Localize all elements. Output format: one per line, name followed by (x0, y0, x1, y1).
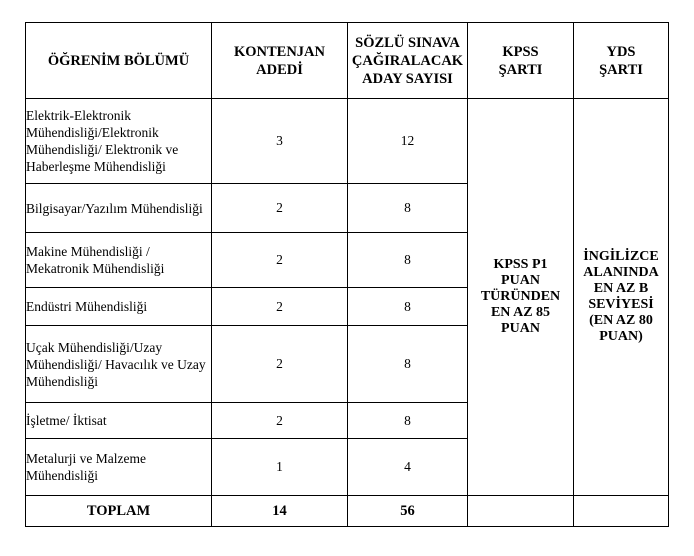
header-quota: KONTENJAN ADEDİ (212, 23, 348, 99)
quota-cell: 2 (212, 233, 348, 288)
candidates-cell: 8 (348, 184, 468, 233)
candidates-cell: 8 (348, 233, 468, 288)
department-cell: Makine Mühendisliği / Mekatronik Mühendisliği (26, 233, 212, 288)
quota-cell: 2 (212, 288, 348, 326)
quota-cell: 2 (212, 326, 348, 403)
department-cell: Bilgisayar/Yazılım Mühendisliği (26, 184, 212, 233)
quota-cell: 1 (212, 439, 348, 496)
candidates-cell: 4 (348, 439, 468, 496)
header-department: ÖĞRENİM BÖLÜMÜ (26, 23, 212, 99)
candidates-cell: 8 (348, 326, 468, 403)
candidates-cell: 12 (348, 99, 468, 184)
total-quota: 14 (212, 496, 348, 527)
header-kpss: KPSS ŞARTI (468, 23, 574, 99)
header-yds: YDS ŞARTI (574, 23, 669, 99)
quota-table (25, 22, 669, 527)
kpss-requirement-cell: KPSS P1 PUAN TÜRÜNDEN EN AZ 85 PUAN (468, 99, 574, 496)
total-candidates: 56 (348, 496, 468, 527)
department-cell: İşletme/ İktisat (26, 403, 212, 439)
quota-cell: 2 (212, 403, 348, 439)
quota-cell: 3 (212, 99, 348, 184)
department-cell: Metalurji ve Malzeme Mühendisliği (26, 439, 212, 496)
total-row (26, 496, 669, 527)
department-cell: Endüstri Mühendisliği (26, 288, 212, 326)
total-yds-empty (574, 496, 669, 527)
yds-requirement-cell: İNGİLİZCE ALANINDA EN AZ B SEVİYESİ (EN AZ 80 PUAN) (574, 99, 669, 496)
department-cell: Elektrik-Elektronik Mühendisliği/Elektronik Mühendisliği/ Elektronik ve Haberleşme Mühendisliği (26, 99, 212, 184)
header-row (26, 23, 669, 99)
total-label: TOPLAM (26, 496, 212, 527)
candidates-cell: 8 (348, 403, 468, 439)
department-cell: Uçak Mühendisliği/Uzay Mühendisliği/ Havacılık ve Uzay Mühendisliği (26, 326, 212, 403)
table-row (26, 99, 669, 184)
quota-cell: 2 (212, 184, 348, 233)
candidates-cell: 8 (348, 288, 468, 326)
total-kpss-empty (468, 496, 574, 527)
header-candidates: SÖZLÜ SINAVA ÇAĞIRALACAK ADAY SAYISI (348, 23, 468, 99)
